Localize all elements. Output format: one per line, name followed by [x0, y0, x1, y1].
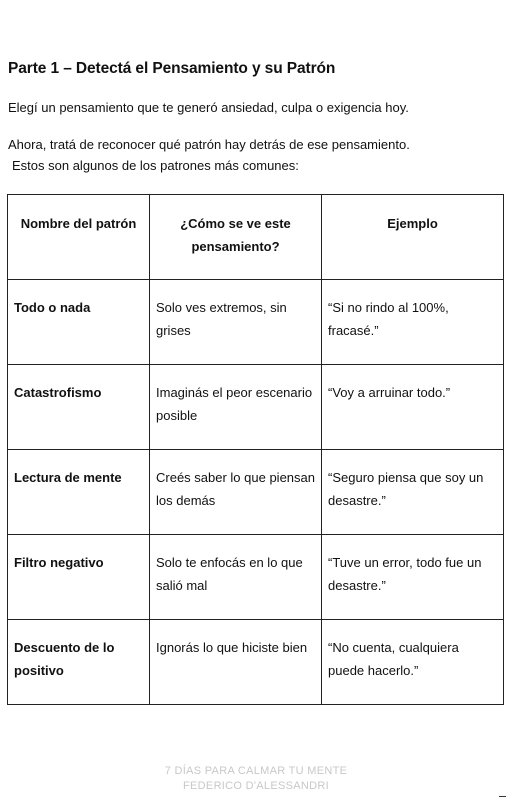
- table-row: [8, 620, 504, 705]
- pattern-example: “No cuenta, cualquiera puede hacerlo.”: [322, 620, 504, 705]
- instruction-text: Elegí un pensamiento que te generó ansiedad, culpa o exigencia hoy.: [8, 100, 409, 115]
- header-pattern-name: Nombre del patrón: [8, 195, 150, 280]
- table-row: [8, 450, 504, 535]
- pattern-description: Solo te enfocás en lo que salió mal: [150, 535, 322, 620]
- header-how-it-looks: ¿Cómo se ve este pensamiento?: [150, 195, 322, 280]
- pattern-name: Catastrofismo: [8, 365, 150, 450]
- header-example: Ejemplo: [322, 195, 504, 280]
- footer-author: FEDERICO D'ALESSANDRI: [183, 780, 329, 792]
- pattern-description: Creés saber lo que piensan los demás: [150, 450, 322, 535]
- pattern-example: “Tuve un error, todo fue un desastre.”: [322, 535, 504, 620]
- table-row: [8, 535, 504, 620]
- table-row: [8, 365, 504, 450]
- pattern-name: Lectura de mente: [8, 450, 150, 535]
- pattern-example: “Si no rindo al 100%, fracasé.”: [322, 280, 504, 365]
- intro-line-2: Estos son algunos de los patrones más comunes:: [12, 158, 299, 173]
- pattern-name: Todo o nada: [8, 280, 150, 365]
- pattern-description: Imaginás el peor escenario posible: [150, 365, 322, 450]
- intro-line-1: Ahora, tratá de reconocer qué patrón hay detrás de ese pensamiento.: [8, 137, 410, 152]
- section-title: Parte 1 – Detectá el Pensamiento y su Patrón: [8, 60, 336, 77]
- page-corner-mark: [499, 796, 506, 797]
- pattern-description: Solo ves extremos, sin grises: [150, 280, 322, 365]
- intro-text: [8, 134, 410, 176]
- pattern-name: Descuento de lo positivo: [8, 620, 150, 705]
- table-header-row: [8, 195, 504, 280]
- pattern-description: Ignorás lo que hiciste bien: [150, 620, 322, 705]
- patterns-table: [7, 194, 504, 705]
- pattern-example: “Seguro piensa que soy un desastre.”: [322, 450, 504, 535]
- footer-book-title: 7 DÍAS PARA CALMAR TU MENTE: [164, 765, 348, 777]
- table-row: [8, 280, 504, 365]
- pattern-example: “Voy a arruinar todo.”: [322, 365, 504, 450]
- pattern-name: Filtro negativo: [8, 535, 150, 620]
